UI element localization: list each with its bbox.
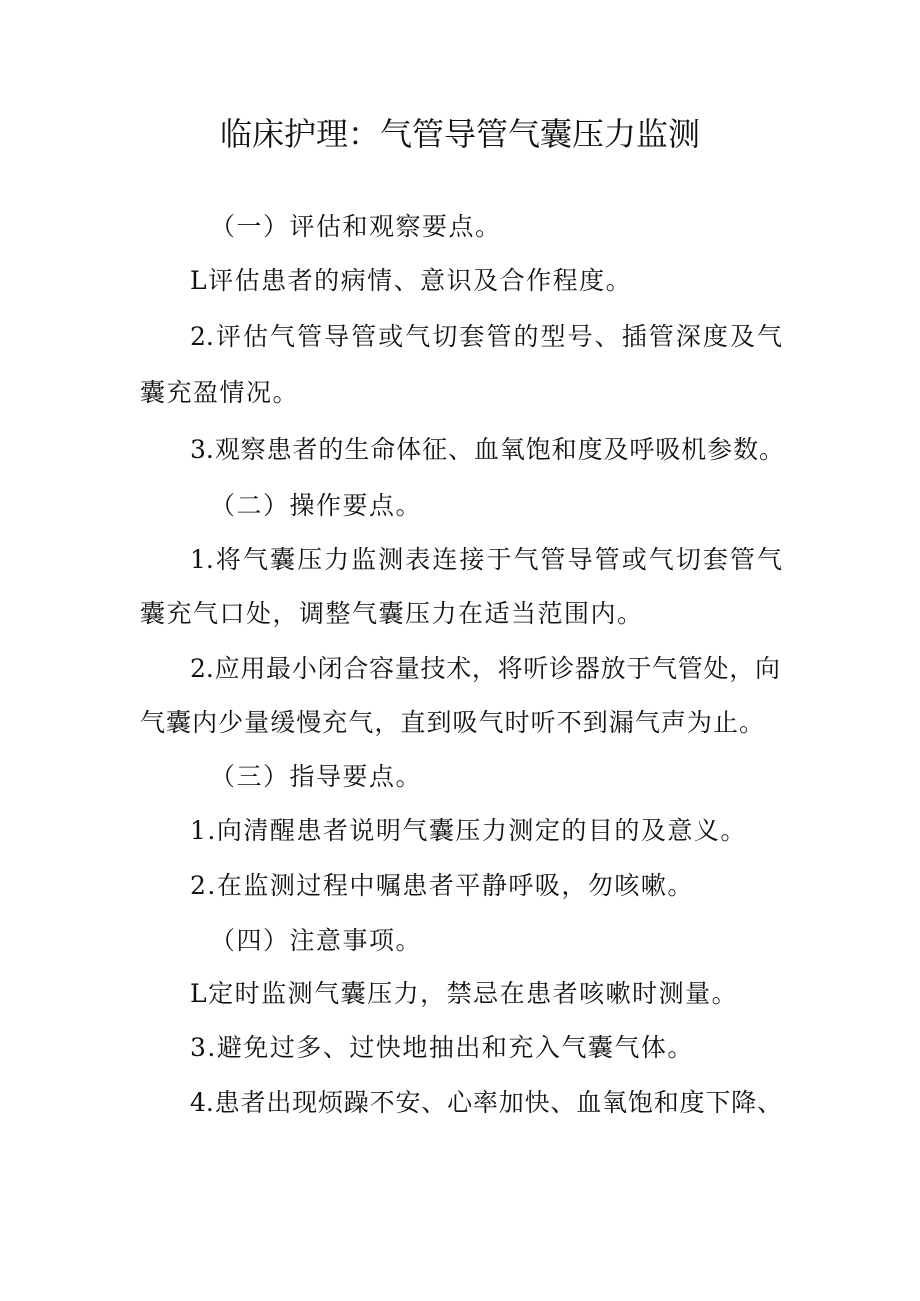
section-heading: （一）评估和观察要点。 (210, 212, 502, 241)
paragraph-line: 4.患者出现烦躁不安、心率加快、血氧饱和度下降、 (190, 1088, 782, 1117)
section-heading: （四）注意事项。 (210, 926, 423, 955)
paragraph-line: 2.评估气管导管或气切套管的型号、插管深度及气 (190, 322, 782, 351)
paragraph-line: 1.向清醒患者说明气囊压力测定的目的及意义。 (190, 816, 747, 845)
paragraph-line: 3.观察患者的生命体征、血氧饱和度及呼吸机参数。 (190, 435, 784, 464)
paragraph-line: 1.将气囊压力监测表连接于气管导管或气切套管气 (190, 545, 782, 574)
section-heading: （二）操作要点。 (210, 491, 423, 520)
paragraph-line: L定时监测气囊压力，禁忌在患者咳嗽时测量。 (190, 979, 739, 1008)
paragraph-line: 囊充盈情况。 (140, 378, 300, 407)
paragraph-line: 气囊内少量缓慢充气，直到吸气时听不到漏气声为止。 (140, 708, 764, 737)
paragraph-line: 3.避免过多、过快地抽出和充入气囊气体。 (190, 1033, 694, 1062)
section-heading: （三）指导要点。 (210, 762, 423, 791)
paragraph-line: 2.应用最小闭合容量技术，将听诊器放于气管处，向 (190, 654, 780, 683)
document-title: 临床护理：气管导管气囊压力监测 (219, 115, 700, 153)
paragraph-line: 2.在监测过程中嘱患者平静呼吸，勿咳嗽。 (190, 871, 694, 900)
paragraph-line: L评估患者的病情、意识及合作程度。 (190, 266, 633, 295)
paragraph-line: 囊充气口处，调整气囊压力在适当范围内。 (140, 599, 644, 628)
